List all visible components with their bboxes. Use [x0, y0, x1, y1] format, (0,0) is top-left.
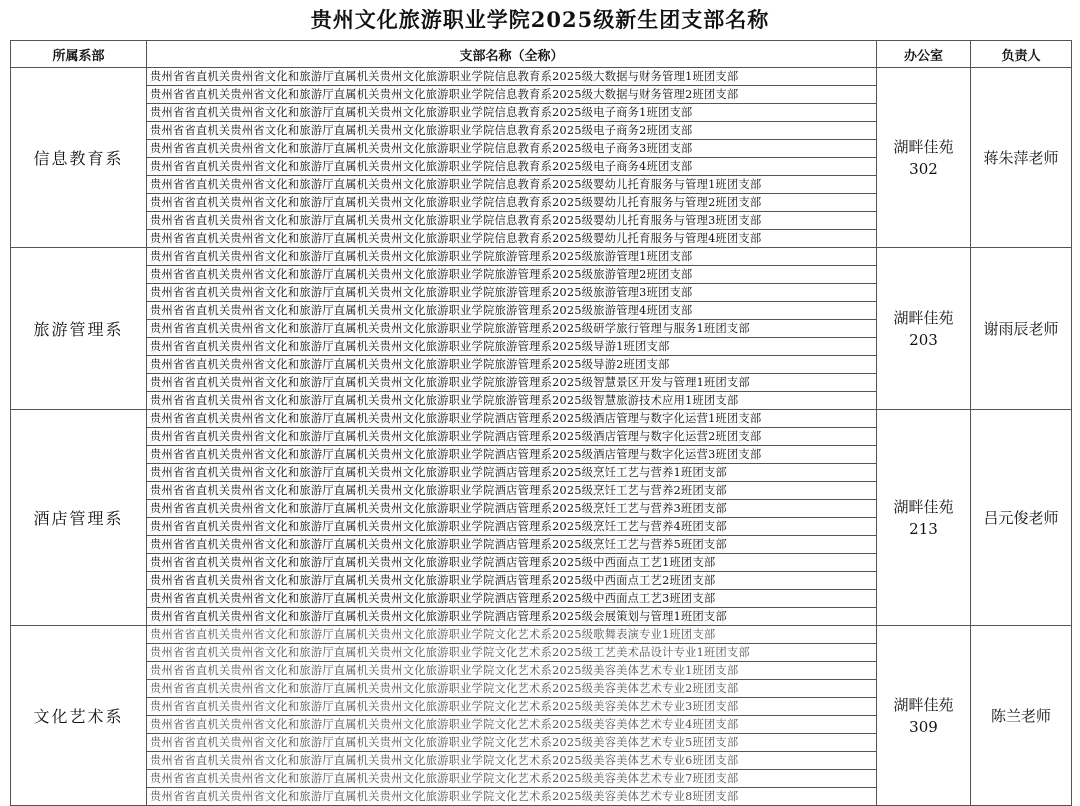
branch-name-cell: 贵州省省直机关贵州省文化和旅游厅直属机关贵州文化旅游职业学院信息教育系2025级婴幼儿托育服务与管理4班团支部: [147, 230, 877, 248]
header-branch: 支部名称（全称）: [147, 41, 877, 68]
office-cell: [877, 248, 971, 410]
branch-name-cell: 贵州省省直机关贵州省文化和旅游厅直属机关贵州文化旅游职业学院文化艺术系2025级工艺美术品设计专业1班团支部: [147, 644, 877, 662]
branch-name-cell: 贵州省省直机关贵州省文化和旅游厅直属机关贵州文化旅游职业学院信息教育系2025级电子商务4班团支部: [147, 158, 877, 176]
branch-name-cell: 贵州省省直机关贵州省文化和旅游厅直属机关贵州文化旅游职业学院酒店管理系2025级会展策划与管理1班团支部: [147, 608, 877, 626]
branch-name-cell: 贵州省省直机关贵州省文化和旅游厅直属机关贵州文化旅游职业学院酒店管理系2025级烹饪工艺与营养2班团支部: [147, 482, 877, 500]
department-cell: 旅游管理系: [11, 248, 147, 410]
table-row: [11, 626, 1072, 644]
branch-name-cell: 贵州省省直机关贵州省文化和旅游厅直属机关贵州文化旅游职业学院信息教育系2025级婴幼儿托育服务与管理2班团支部: [147, 194, 877, 212]
office-room: 203: [909, 330, 938, 349]
header-office: 办公室: [877, 41, 971, 68]
office-room: 309: [909, 717, 938, 736]
header-person: 负责人: [971, 41, 1072, 68]
branch-name-cell: 贵州省省直机关贵州省文化和旅游厅直属机关贵州文化旅游职业学院旅游管理系2025级智慧景区开发与管理1班团支部: [147, 374, 877, 392]
branch-name-cell: 贵州省省直机关贵州省文化和旅游厅直属机关贵州文化旅游职业学院酒店管理系2025级烹饪工艺与营养5班团支部: [147, 536, 877, 554]
page-title: 贵州文化旅游职业学院2025级新生团支部名称: [310, 7, 770, 32]
branch-name-cell: 贵州省省直机关贵州省文化和旅游厅直属机关贵州文化旅游职业学院信息教育系2025级婴幼儿托育服务与管理3班团支部: [147, 212, 877, 230]
branch-name-cell: 贵州省省直机关贵州省文化和旅游厅直属机关贵州文化旅游职业学院信息教育系2025级大数据与财务管理2班团支部: [147, 86, 877, 104]
office-building: 湖畔佳苑: [893, 695, 954, 714]
office-building: 湖畔佳苑: [893, 137, 954, 156]
branch-name-cell: 贵州省省直机关贵州省文化和旅游厅直属机关贵州文化旅游职业学院酒店管理系2025级酒店管理与数字化运营3班团支部: [147, 446, 877, 464]
branch-name-cell: 贵州省省直机关贵州省文化和旅游厅直属机关贵州文化旅游职业学院文化艺术系2025级美容美体艺术专业8班团支部: [147, 788, 877, 806]
office-cell: [877, 68, 971, 248]
office-cell: [877, 410, 971, 626]
branch-name-cell: 贵州省省直机关贵州省文化和旅游厅直属机关贵州文化旅游职业学院文化艺术系2025级美容美体艺术专业7班团支部: [147, 770, 877, 788]
branch-name-cell: 贵州省省直机关贵州省文化和旅游厅直属机关贵州文化旅游职业学院酒店管理系2025级中西面点工艺3班团支部: [147, 590, 877, 608]
table-row: [11, 68, 1072, 86]
header-department: 所属系部: [11, 41, 147, 68]
office-room: 213: [909, 519, 938, 538]
branch-name-cell: 贵州省省直机关贵州省文化和旅游厅直属机关贵州文化旅游职业学院信息教育系2025级婴幼儿托育服务与管理1班团支部: [147, 176, 877, 194]
branch-name-cell: 贵州省省直机关贵州省文化和旅游厅直属机关贵州文化旅游职业学院文化艺术系2025级美容美体艺术专业5班团支部: [147, 734, 877, 752]
office-cell: [877, 626, 971, 806]
branch-name-cell: 贵州省省直机关贵州省文化和旅游厅直属机关贵州文化旅游职业学院旅游管理系2025级智慧旅游技术应用1班团支部: [147, 392, 877, 410]
branch-name-cell: 贵州省省直机关贵州省文化和旅游厅直属机关贵州文化旅游职业学院旅游管理系2025级旅游管理3班团支部: [147, 284, 877, 302]
branch-name-cell: 贵州省省直机关贵州省文化和旅游厅直属机关贵州文化旅游职业学院信息教育系2025级大数据与财务管理1班团支部: [147, 68, 877, 86]
office-room: 302: [909, 159, 938, 178]
table-row: [11, 410, 1072, 428]
office-building: 湖畔佳苑: [893, 308, 954, 327]
header-row: [11, 41, 1072, 68]
branch-name-cell: 贵州省省直机关贵州省文化和旅游厅直属机关贵州文化旅游职业学院信息教育系2025级电子商务1班团支部: [147, 104, 877, 122]
branch-name-cell: 贵州省省直机关贵州省文化和旅游厅直属机关贵州文化旅游职业学院酒店管理系2025级烹饪工艺与营养1班团支部: [147, 464, 877, 482]
person-cell: 陈兰老师: [971, 626, 1072, 806]
department-cell: 信息教育系: [11, 68, 147, 248]
branch-name-cell: 贵州省省直机关贵州省文化和旅游厅直属机关贵州文化旅游职业学院酒店管理系2025级酒店管理与数字化运营1班团支部: [147, 410, 877, 428]
branch-name-cell: 贵州省省直机关贵州省文化和旅游厅直属机关贵州文化旅游职业学院旅游管理系2025级旅游管理1班团支部: [147, 248, 877, 266]
branch-name-cell: 贵州省省直机关贵州省文化和旅游厅直属机关贵州文化旅游职业学院文化艺术系2025级美容美体艺术专业4班团支部: [147, 716, 877, 734]
branch-name-cell: 贵州省省直机关贵州省文化和旅游厅直属机关贵州文化旅游职业学院酒店管理系2025级中西面点工艺2班团支部: [147, 572, 877, 590]
branch-name-cell: 贵州省省直机关贵州省文化和旅游厅直属机关贵州文化旅游职业学院信息教育系2025级电子商务2班团支部: [147, 122, 877, 140]
branch-name-cell: 贵州省省直机关贵州省文化和旅游厅直属机关贵州文化旅游职业学院酒店管理系2025级中西面点工艺1班团支部: [147, 554, 877, 572]
department-cell: 文化艺术系: [11, 626, 147, 806]
table-row: [11, 248, 1072, 266]
branch-name-cell: 贵州省省直机关贵州省文化和旅游厅直属机关贵州文化旅游职业学院旅游管理系2025级研学旅行管理与服务1班团支部: [147, 320, 877, 338]
person-cell: 谢雨辰老师: [971, 248, 1072, 410]
branch-name-cell: 贵州省省直机关贵州省文化和旅游厅直属机关贵州文化旅游职业学院酒店管理系2025级烹饪工艺与营养4班团支部: [147, 518, 877, 536]
branch-name-cell: 贵州省省直机关贵州省文化和旅游厅直属机关贵州文化旅游职业学院酒店管理系2025级酒店管理与数字化运营2班团支部: [147, 428, 877, 446]
branch-name-cell: 贵州省省直机关贵州省文化和旅游厅直属机关贵州文化旅游职业学院文化艺术系2025级美容美体艺术专业2班团支部: [147, 680, 877, 698]
branch-name-cell: 贵州省省直机关贵州省文化和旅游厅直属机关贵州文化旅游职业学院旅游管理系2025级旅游管理4班团支部: [147, 302, 877, 320]
table-body: [11, 68, 1072, 806]
branch-name-cell: 贵州省省直机关贵州省文化和旅游厅直属机关贵州文化旅游职业学院文化艺术系2025级美容美体艺术专业6班团支部: [147, 752, 877, 770]
branch-name-cell: 贵州省省直机关贵州省文化和旅游厅直属机关贵州文化旅游职业学院信息教育系2025级电子商务3班团支部: [147, 140, 877, 158]
branch-name-cell: 贵州省省直机关贵州省文化和旅游厅直属机关贵州文化旅游职业学院旅游管理系2025级旅游管理2班团支部: [147, 266, 877, 284]
office-building: 湖畔佳苑: [893, 497, 954, 516]
person-cell: 蒋朱萍老师: [971, 68, 1072, 248]
department-cell: 酒店管理系: [11, 410, 147, 626]
branch-name-cell: 贵州省省直机关贵州省文化和旅游厅直属机关贵州文化旅游职业学院文化艺术系2025级美容美体艺术专业1班团支部: [147, 662, 877, 680]
branch-name-cell: 贵州省省直机关贵州省文化和旅游厅直属机关贵州文化旅游职业学院文化艺术系2025级美容美体艺术专业3班团支部: [147, 698, 877, 716]
branch-name-cell: 贵州省省直机关贵州省文化和旅游厅直属机关贵州文化旅游职业学院旅游管理系2025级导游2班团支部: [147, 356, 877, 374]
person-cell: 吕元俊老师: [971, 410, 1072, 626]
branch-name-cell: 贵州省省直机关贵州省文化和旅游厅直属机关贵州文化旅游职业学院旅游管理系2025级导游1班团支部: [147, 338, 877, 356]
branch-name-cell: 贵州省省直机关贵州省文化和旅游厅直属机关贵州文化旅游职业学院文化艺术系2025级歌舞表演专业1班团支部: [147, 626, 877, 644]
branch-table: [10, 40, 1072, 806]
branch-name-cell: 贵州省省直机关贵州省文化和旅游厅直属机关贵州文化旅游职业学院酒店管理系2025级烹饪工艺与营养3班团支部: [147, 500, 877, 518]
